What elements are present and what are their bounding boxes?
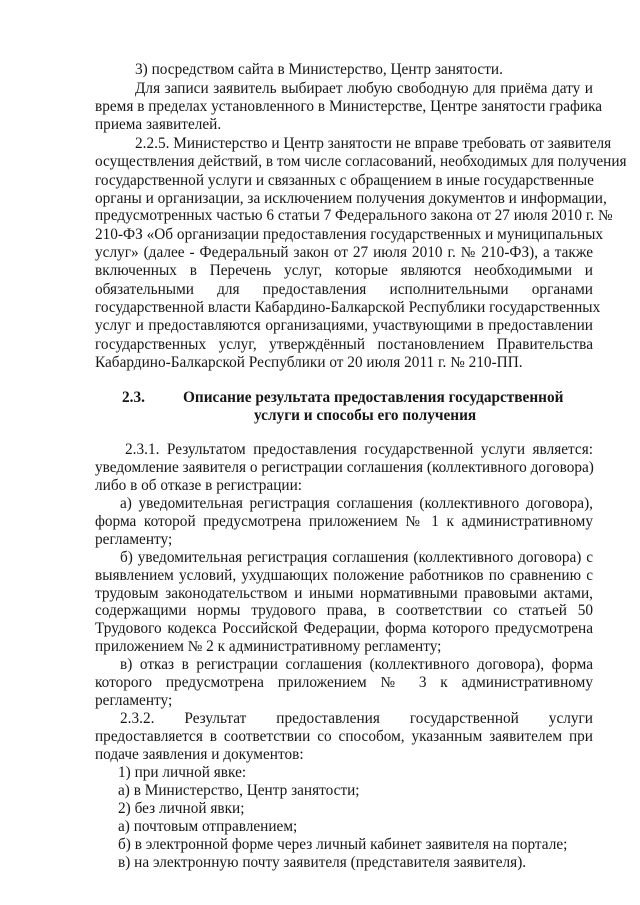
text-line: 210-ФЗ «Об организации предоставления государственных и муниципальных (95, 226, 604, 244)
text-line: время в пределах установленного в Министерстве, Центре занятости графика (95, 97, 603, 115)
section-title: Описание результата предоставления государственной (183, 388, 564, 406)
text-line: государственной власти Кабардино-Балкарской Республики государственных (95, 299, 601, 317)
text-line: Трудового кодекса Российской Федерации, форма которого предусмотрена (95, 620, 593, 638)
section-number: 2.3. (122, 388, 145, 406)
text-line: осуществления действий, в том числе согласований, необходимых для получения (95, 152, 627, 170)
text-line: а) уведомительная регистрация соглашения (коллективного договора), (120, 494, 593, 512)
list-item: в) на электронную почту заявителя (представителя заявителя). (118, 853, 527, 871)
text-line: услуг и предоставляются организациями, участвующими в предоставлении (95, 317, 593, 335)
text-line: уведомление заявителя о регистрации соглашения (коллективного договора) (95, 458, 594, 476)
list-item: 2) без личной явки; (118, 799, 245, 817)
text-line: Кабардино-Балкарской Республики от 20 июля 2011 г. № 210-ПП. (95, 353, 523, 371)
section-title: услуги и способы его получения (254, 406, 477, 424)
text-line: 3) посредством сайта в Министерство, Центр занятости. (135, 61, 503, 78)
text-line: обязательными для предоставления исполнительными органами (95, 281, 593, 299)
text-line: включенных в Перечень услуг, которые являются необходимыми и (95, 262, 593, 280)
text-line: услуг» (далее - Федеральный закон от 27 июля 2010 г. № 210-ФЗ), а также (95, 244, 593, 262)
list-item: б) в электронной форме через личный кабинет заявителя на портале; (118, 835, 568, 853)
text-line: приема заявителей. (95, 115, 222, 133)
text-line: 2.2.5. Министерство и Центр занятости не вправе требовать от заявителя (135, 134, 612, 152)
list-item: а) почтовым отправлением; (118, 817, 298, 835)
text-line: в) отказ в регистрации соглашения (коллективного договора), форма (120, 656, 593, 674)
text-line: регламенту; (95, 530, 173, 548)
text-line: приложением № 2 к административному регламенту; (95, 638, 442, 656)
text-line: государственной услуги и связанных с обращением в иные государственные (95, 171, 594, 189)
text-line: Для записи заявитель выбирает любую свободную для приёма дату и (135, 79, 593, 97)
text-line: выявлением условий, ухудшающих положение работников по сравнению с (95, 566, 593, 584)
text-line: предоставляется в соответствии со способом, указанным заявителем при (95, 728, 593, 746)
text-line: либо в об отказе в регистрации: (95, 476, 303, 494)
text-line: содержащими нормы трудового права, в соответствии со статьей 50 (95, 602, 593, 620)
text-line: государственных услуг, утверждённый постановлением Правительства (95, 335, 593, 353)
text-line: регламенту; (95, 692, 173, 710)
text-line: трудовым законодательством и иными нормативными правовыми актами, (95, 584, 593, 602)
text-line: предусмотренных частью 6 статьи 7 Федерального закона от 27 июля 2010 г. № (95, 207, 613, 225)
text-line: подаче заявления и документов: (95, 746, 304, 764)
text-line: органы и организации, за исключением получения документов и информации, (95, 189, 607, 207)
text-line: 2.3.2. Результат предоставления государственной услуги (120, 710, 593, 728)
list-item: 1) при личной явке: (118, 764, 247, 782)
text-line: 2.3.1. Результатом предоставления государственной услуги является: (125, 440, 593, 458)
text-line: форма которой предусмотрена приложением № 1 к административному (95, 512, 593, 530)
text-line: которого предусмотрена приложением № 3 к административному (95, 674, 593, 692)
list-item: а) в Министерство, Центр занятости; (118, 782, 360, 800)
text-line: б) уведомительная регистрация соглашения (коллективного договора) с (120, 548, 593, 566)
